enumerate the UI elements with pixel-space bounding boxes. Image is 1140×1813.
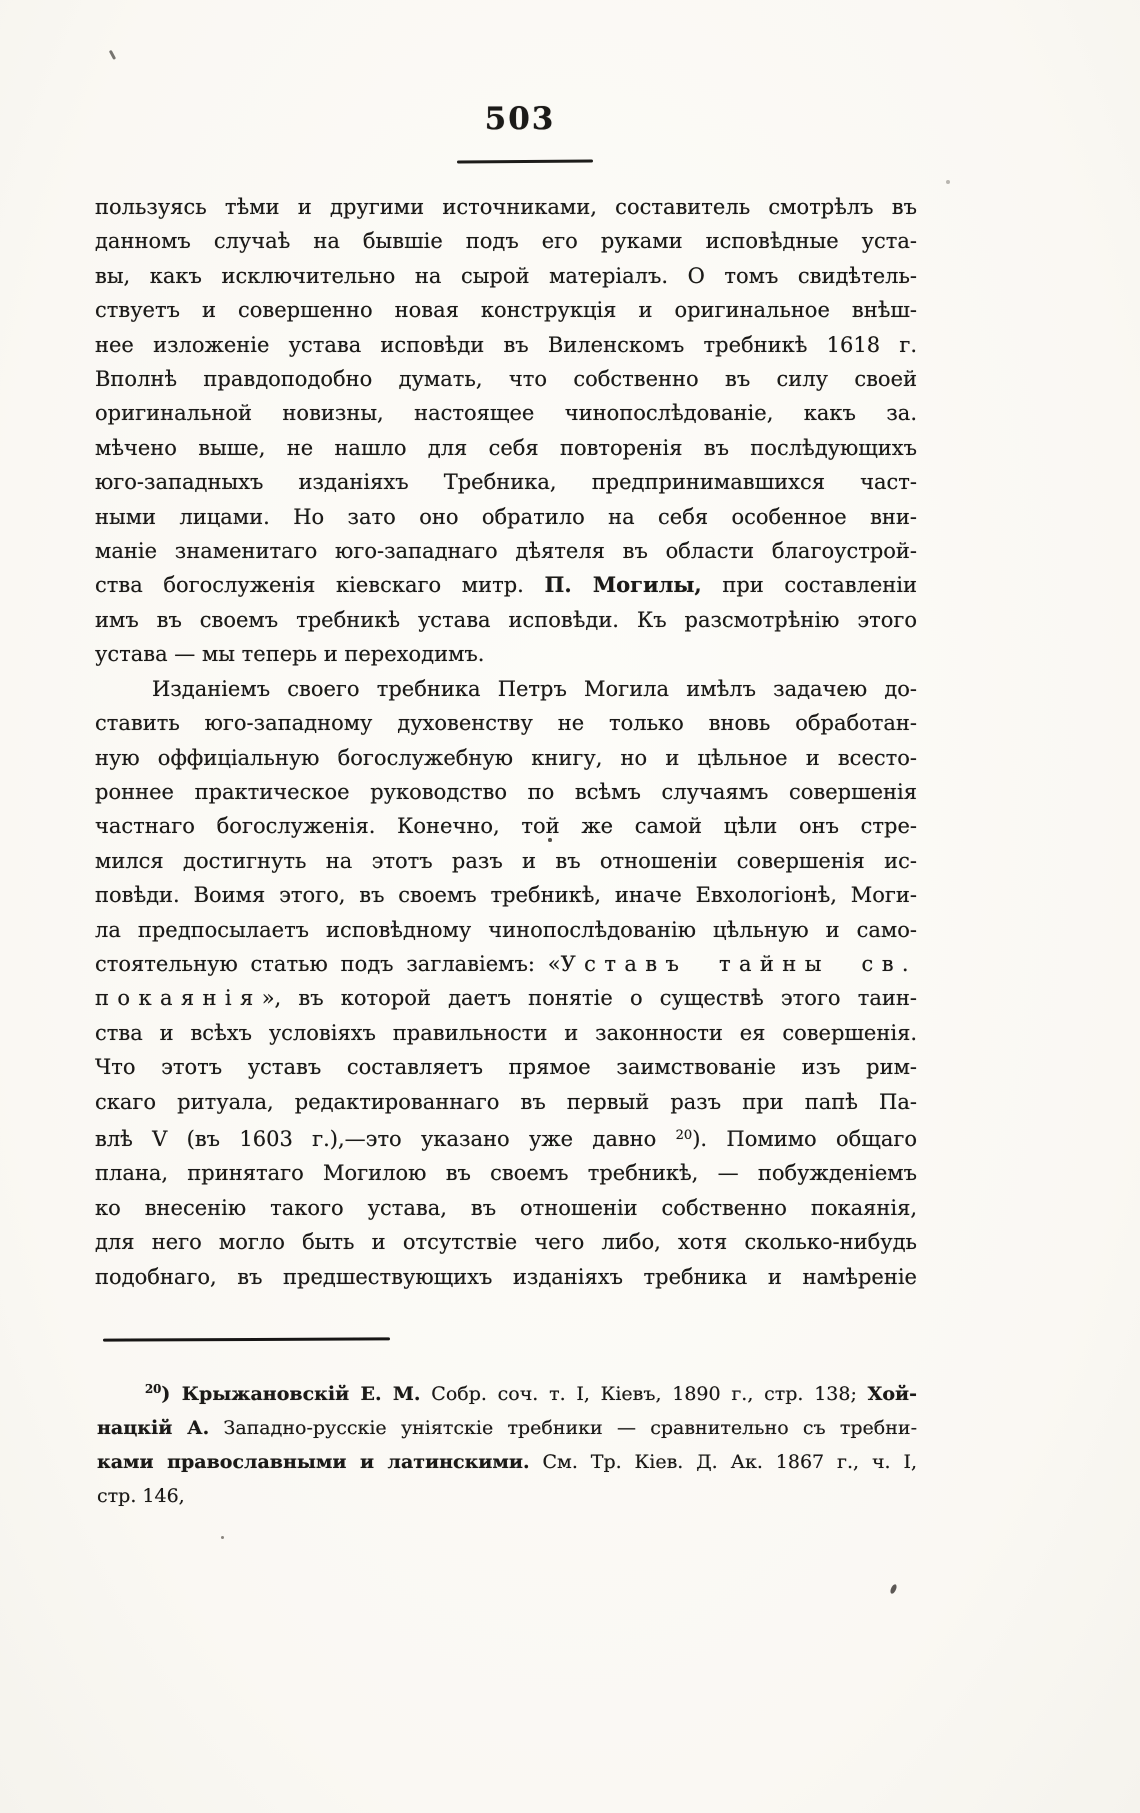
text-segment: ла предпосылаетъ исповѣдному чинопослѣдованію цѣльную и само- (95, 917, 917, 942)
scan-artifact (946, 180, 950, 184)
text-line (97, 1445, 917, 1479)
text-segment: при составленіи (701, 573, 918, 598)
text-line (95, 1050, 917, 1084)
text-line (97, 1411, 917, 1445)
text-line (95, 1260, 917, 1294)
text-segment: Западно-русскіе уніятскіе требники — сравнительно съ требни- (209, 1417, 917, 1439)
page-number-rule (457, 160, 593, 164)
text-line (95, 1225, 917, 1259)
text-segment: », въ которой даетъ понятіе о существѣ этого таин- (261, 986, 917, 1011)
text-segment: ствуетъ и совершенно новая конструкція и оригинальное внѣш- (95, 298, 917, 323)
text-line (95, 1085, 917, 1119)
text-segment: мился достигнуть на этотъ разъ и въ отношеніи совершенія ис- (95, 848, 917, 873)
text-segment: пользуясь тѣми и другими источниками, составитель смотрѣлъ въ (95, 195, 917, 219)
text-segment: данномъ случаѣ на бывшіе подъ его руками исповѣдные уста- (95, 229, 917, 254)
text-segment: Изданіемъ своего требника Петръ Могила имѣлъ задачею до- (152, 676, 917, 701)
text-line (95, 981, 917, 1015)
text-segment: ко внесенію такого устава, въ отношеніи собственно покаянія, (95, 1195, 917, 1220)
text-segment: имъ въ своемъ требникѣ устава исповѣди. Къ разсмотрѣнію этого (95, 607, 917, 632)
text-segment: Собр. соч. т. I, Кіевъ, 1890 г., стр. 138; (420, 1383, 868, 1405)
text-segment: нацкій А. (97, 1417, 210, 1439)
text-segment: скаго ритуала, редактированнаго въ первый разъ при папѣ Па- (95, 1089, 917, 1114)
text-line (95, 672, 917, 706)
text-line (95, 1156, 917, 1190)
text-segment: См. Тр. Кіев. Д. Ак. 1867 г., ч. I, (529, 1451, 918, 1473)
text-line (95, 328, 917, 362)
text-segment: Вполнѣ правдоподобно думать, что собственно въ силу своей (95, 367, 917, 392)
body-text (95, 190, 917, 1294)
text-segment: П. Могилы, (544, 572, 702, 598)
text-line (95, 706, 917, 740)
footnote-separator (103, 1337, 390, 1341)
text-segment: Крыжановскій Е. М. (181, 1383, 421, 1405)
scan-artifact (109, 50, 116, 60)
footnote (97, 1372, 917, 1513)
text-line (95, 431, 917, 465)
text-line (95, 844, 917, 878)
text-segment: частнаго богослуженія. Конечно, той же самой цѣли онъ стре- (95, 814, 917, 839)
text-line (95, 913, 917, 947)
text-segment: ). Помимо общаго (692, 1126, 917, 1151)
text-segment: ства богослуженія кіевскаго митр. (95, 573, 545, 598)
text-line (95, 500, 917, 534)
text-segment: вы, какъ исключительно на сырой матеріалъ. О томъ свидѣтель- (95, 263, 917, 288)
text-line (95, 568, 917, 602)
text-line (95, 534, 917, 568)
text-line (95, 947, 917, 981)
text-segment: оригинальной новизны, настоящее чинопослѣдованіе, какъ за. (95, 401, 917, 426)
text-segment: повѣди. Воимя этого, въ своемъ требникѣ, иначе Евхологіонѣ, Моги- (95, 883, 917, 908)
text-line (95, 878, 917, 912)
text-segment: юго-западныхъ изданіяхъ Требника, предпринимавшихся част- (95, 470, 917, 495)
page-number: 503 (484, 101, 556, 137)
text-segment: для него могло быть и отсутствіе чего либо, хотя сколько-нибудь (95, 1230, 917, 1255)
text-segment: ками православными и латинскими. (97, 1451, 530, 1473)
text-segment: подобнаго, въ предшествующихъ изданіяхъ требника и намѣреніе (95, 1264, 917, 1289)
text-segment: ставить юго-западному духовенству не только вновь обработан- (95, 711, 917, 736)
text-line (95, 293, 917, 327)
text-line (95, 465, 917, 499)
text-line (95, 1119, 917, 1156)
text-segment: покаянія (95, 986, 262, 1011)
text-segment: Что этотъ уставъ составляетъ прямое заимствованіе изъ рим- (95, 1055, 917, 1080)
text-segment: стоятельную статью подъ заглавіемъ: « (95, 951, 561, 976)
text-line (97, 1372, 917, 1411)
text-line (95, 603, 917, 637)
text-line (95, 809, 917, 843)
text-segment: плана, принятаго Могилою въ своемъ требникѣ, — побужденіемъ (95, 1161, 917, 1186)
text-segment: Хой- (867, 1383, 918, 1405)
scan-artifact (890, 1583, 898, 1594)
text-segment: нее изложеніе устава исповѣди въ Виленскомъ требникѣ 1618 г. (95, 332, 917, 357)
text-line (97, 1479, 917, 1513)
scan-artifact (548, 838, 552, 842)
text-line (95, 1016, 917, 1050)
text-segment: ную оффиціальную богослужебную книгу, но и цѣльное и всесто- (95, 745, 917, 770)
text-line (95, 362, 917, 396)
text-segment: влѣ V (въ 1603 г.),—это указано уже давно (95, 1126, 676, 1151)
text-segment: мѣчено выше, не нашло для себя повторенія въ послѣдующихъ (95, 435, 917, 460)
text-segment: 20 (675, 1127, 693, 1143)
text-line (95, 741, 917, 775)
text-segment: ства и всѣхъ условіяхъ правильности и законности ея совершенія. (95, 1020, 917, 1045)
text-segment: ) (161, 1383, 182, 1405)
text-line (95, 190, 917, 224)
text-segment: стр. 146, (97, 1485, 185, 1507)
text-segment: устава — мы теперь и переходимъ. (95, 642, 485, 667)
text-segment: 20 (145, 1382, 162, 1396)
text-segment: ными лицами. Но зато оно обратило на себя особенное вни- (95, 504, 917, 529)
text-line (95, 637, 917, 671)
text-segment: роннее практическое руководство по всѣмъ случаямъ совершенія (95, 779, 917, 804)
text-segment: маніе знаменитаго юго-западнаго дѣятеля въ области благоустрой- (95, 539, 917, 564)
text-line (95, 775, 917, 809)
text-line (95, 259, 917, 293)
scan-artifact (221, 1536, 224, 1539)
text-line (95, 1191, 917, 1225)
text-line (95, 224, 917, 258)
text-line (95, 396, 917, 430)
text-segment: Уставъ тайны св. (560, 951, 917, 976)
